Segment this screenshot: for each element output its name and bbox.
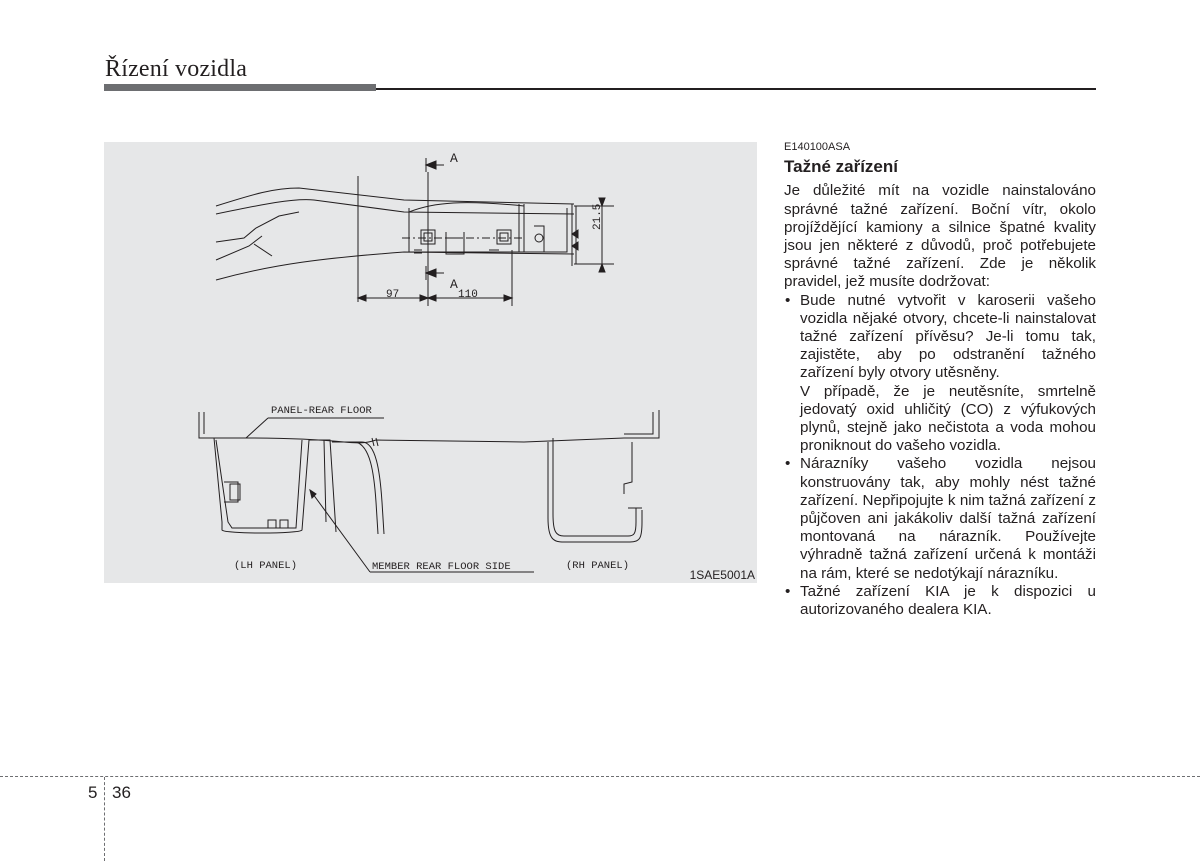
bullet-marker: • xyxy=(785,582,791,600)
dimension-right: 110 xyxy=(458,289,478,301)
label-panel-rear-floor: PANEL-REAR FLOOR xyxy=(271,405,372,417)
list-item-text: Nárazníky vašeho vozidla nejsou konstruovány tak, aby mohly nést tažné zařízení. Nepřipojujte k nim tažná zařízení z půjčoven ani jakákoliv další tažná zařízení montovaná na nárazník. Používejte výhradně tažná zařízení určená k montáži na rám, které se nedotýkají nárazníku. xyxy=(800,455,1096,582)
label-rh-panel: (RH PANEL) xyxy=(566,560,630,572)
section-mark-top: A xyxy=(450,151,458,166)
footer-divider-vertical xyxy=(104,777,105,861)
label-lh-panel: (LH PANEL) xyxy=(234,560,298,572)
top-view-drawing xyxy=(216,158,614,306)
rules-list-cont xyxy=(784,455,1096,619)
tow-hitch-diagram xyxy=(104,142,757,583)
list-item-continuation: V případě, že je neutěsníte, smrtelně jedovatý oxid uhličitý (CO) z výfukových plynů, stejně jako nečistota a voda mohou proniknout do vašeho vozidla. xyxy=(800,382,1096,455)
bullet-marker: • xyxy=(785,291,791,309)
bullet-marker: • xyxy=(785,455,791,473)
footer-divider xyxy=(0,776,1200,777)
header-rule-thick xyxy=(104,84,376,91)
list-item xyxy=(784,583,1096,619)
rules-list xyxy=(784,292,1096,383)
section-title: Řízení vozidla xyxy=(105,56,248,82)
section-mark-bottom: A xyxy=(450,277,458,292)
dimension-vertical: 21.5 xyxy=(592,203,604,230)
intro-paragraph: Je důležité mít na vozidle nainstalováno správné tažné zařízení. Boční vítr, okolo projíždějící kamiony a silnice špatné kvality jsou jen některé z důvodů, proč potřebujete správné tažné zařízení. Zde je několik pravidel, jež musíte dodržovat: xyxy=(784,182,1096,291)
section-heading: Tažné zařízení xyxy=(784,157,898,177)
list-item xyxy=(784,455,1096,582)
label-member-rear-floor-side: MEMBER REAR FLOOR SIDE xyxy=(372,561,511,573)
page-number: 36 xyxy=(112,783,131,802)
section-view-drawing xyxy=(199,410,659,572)
diagram-drawing xyxy=(104,142,757,583)
list-item-text: Tažné zařízení KIA je k dispozici u autorizovaného dealera KIA. xyxy=(800,582,1096,619)
figure-code: 1SAE5001A xyxy=(689,568,755,582)
section-code: E140100ASA xyxy=(784,141,851,153)
dimension-left: 97 xyxy=(386,289,400,301)
text-column xyxy=(784,138,1096,619)
chapter-number: 5 xyxy=(88,783,98,802)
list-item-text: Bude nutné vytvořit v karoserii vašeho vozidla nějaké otvory, chcete-li nainstalovat tažné zařízení přívěsu? Je-li tomu tak, zajistěte, aby po odstranění tažného zařízení byly otvory utěsněny. xyxy=(800,291,1096,382)
list-item xyxy=(784,292,1096,383)
header-rule-thin xyxy=(376,88,1096,90)
